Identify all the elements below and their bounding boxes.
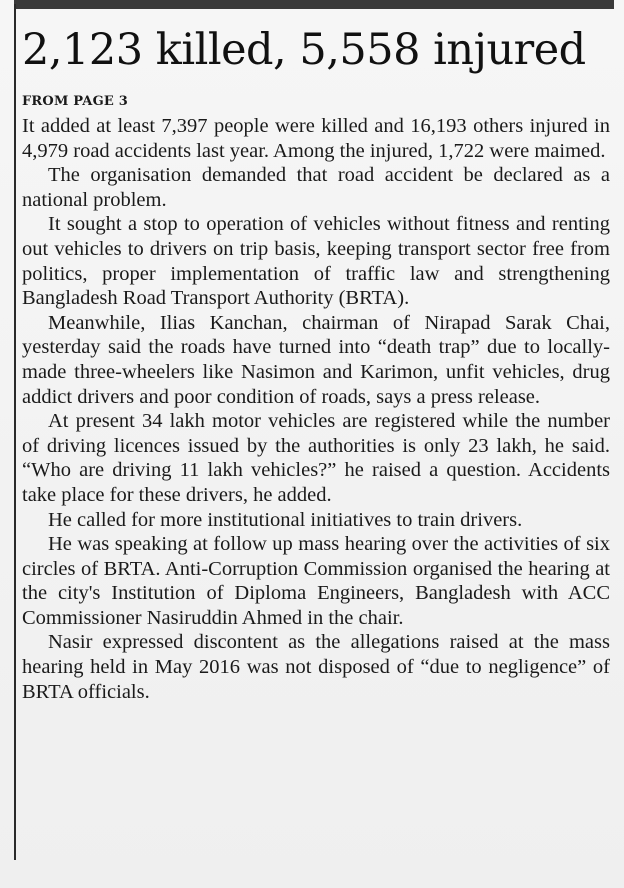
column-rule — [14, 4, 16, 860]
article-headline: 2,123 killed, 5,558 injured — [22, 25, 586, 75]
article-paragraph-4: Meanwhile, Ilias Kanchan, chairman of Nirapad Sarak Chai, yesterday said the roads have turned into “death trap” due to locally-made three-wheelers like Nasimon and Karimon, unfit vehicles, drug addict drivers and poor condition of roads, says a press release. — [22, 311, 610, 408]
article-paragraph-6: He called for more institutional initiatives to train drivers. — [48, 508, 523, 531]
top-rule — [14, 0, 614, 9]
article-paragraph-3: It sought a stop to operation of vehicles without fitness and renting out vehicles to drivers on trip basis, keeping transport sector free from politics, proper implementation of traffic law and strengthening Bangladesh Road Transport Authority (BRTA). — [22, 213, 610, 310]
article-paragraph-5: At present 34 lakh motor vehicles are registered while the number of driving licences issued by the authorities is only 23 lakh, he said. “Who are driving 11 lakh vehicles?” he raised a question. Accidents take place for these drivers, he added. — [22, 410, 610, 506]
article-paragraph-1: It added at least 7,397 people were killed and 16,193 others injured in 4,979 road accidents last year. Among the injured, 1,722 were maimed. — [22, 115, 610, 162]
article-body — [22, 114, 610, 704]
article-paragraph-2: The organisation demanded that road accident be declared as a national problem. — [22, 164, 610, 211]
article-paragraph-8: Nasir expressed discontent as the allegations raised at the mass hearing held in May 2016 was not disposed of “due to negligence” of BRTA officials. — [22, 631, 610, 703]
article-paragraph-7: He was speaking at follow up mass hearing over the activities of six circles of BRTA. Anti-Corruption Commission organised the hearing at the city's Institution of Diploma Engineers, Bangladesh with ACC Commissioner Nasiruddin Ahmed in the chair. — [22, 533, 610, 629]
continuation-label: FROM PAGE 3 — [22, 94, 128, 109]
